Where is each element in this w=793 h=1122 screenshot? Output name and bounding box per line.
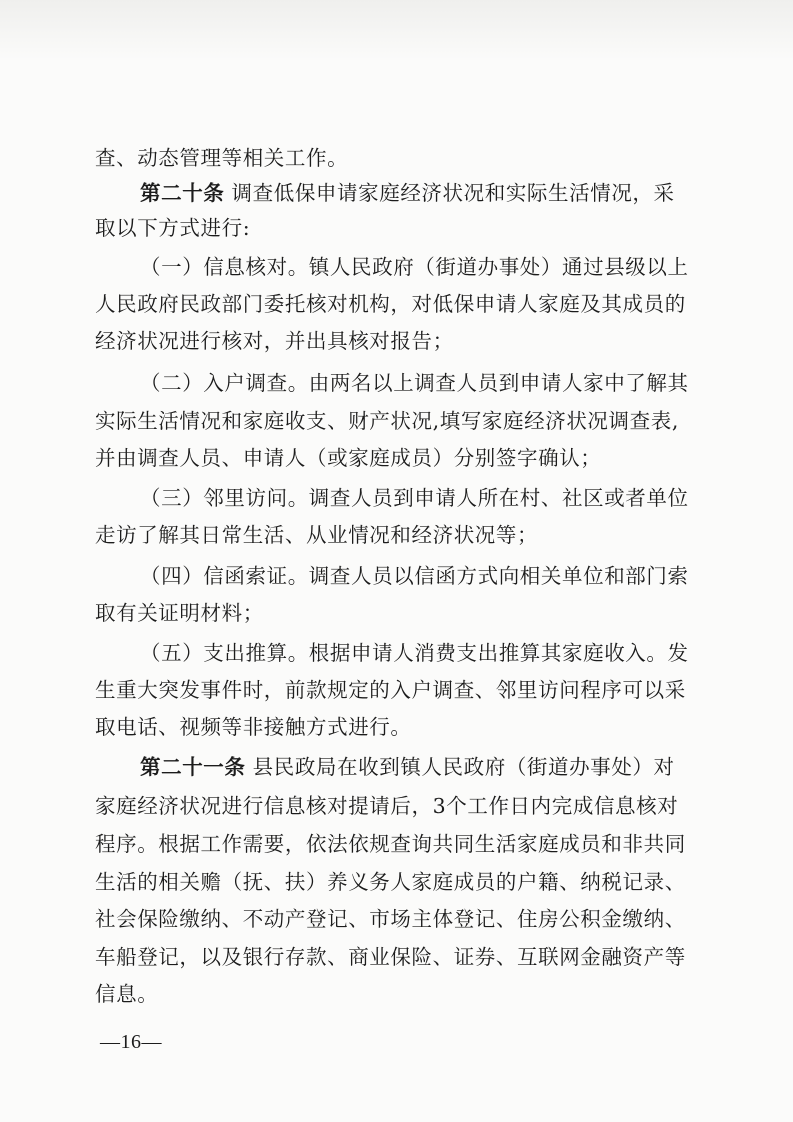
line-text: （三）邻里访问。调查人员到申请人所在村、社区或者单位: [140, 486, 689, 510]
line-text: （二）入户调查。由两名以上调查人员到申请人家中了解其: [140, 371, 689, 395]
text-line: [95, 328, 705, 354]
text-line: [95, 445, 705, 471]
line-text: 调查低保申请家庭经济状况和实际生活情况，采: [231, 181, 675, 205]
line-text: 查、动态管理等相关工作。: [95, 146, 349, 170]
article-heading: 第二十条: [140, 181, 225, 205]
text-line: [140, 563, 705, 589]
page-number: —16—: [100, 1031, 162, 1053]
line-text: 取以下方式进行:: [95, 216, 251, 240]
text-line: [140, 370, 705, 396]
text-line: [95, 677, 705, 703]
line-text: 经济状况进行核对，并出具核对报告；: [95, 329, 454, 353]
text-line: [140, 640, 705, 666]
line-text: 信息。: [95, 982, 159, 1006]
text-line: [95, 291, 705, 317]
text-line: [140, 254, 705, 280]
text-line: [95, 831, 705, 857]
text-line: [95, 869, 705, 895]
text-line: [95, 906, 705, 932]
line-text: 县民政局在收到镇人民政府（街道办事处）对: [252, 755, 675, 779]
text-line: [95, 600, 705, 626]
text-line: [95, 215, 705, 241]
text-line: [140, 180, 705, 206]
line-text: 程序。根据工作需要，依法依规查询共同生活家庭成员和非共同: [95, 832, 686, 856]
line-text: 社会保险缴纳、不动产登记、市场主体登记、住房公积金缴纳、: [95, 907, 686, 931]
line-text: （一）信息核对。镇人民政府（街道办事处）通过县级以上: [140, 255, 689, 279]
line-text: 家庭经济状况进行信息核对提请后，3个工作日内完成信息核对: [95, 794, 679, 818]
text-line: [95, 981, 705, 1007]
line-text: 人民政府民政部门委托核对机构，对低保申请人家庭及其成员的: [95, 292, 686, 316]
line-text: 实际生活情况和家庭收支、财产状况,填写家庭经济状况调查表,: [95, 409, 679, 433]
line-text: 并由调查人员、申请人（或家庭成员）分别签字确认；: [95, 446, 602, 470]
text-line: [95, 522, 705, 548]
line-text: 取电话、视频等非接触方式进行。: [95, 715, 412, 739]
text-line: [95, 793, 705, 819]
line-text: 走访了解其日常生活、从业情况和经济状况等；: [95, 523, 539, 547]
text-line: [95, 408, 705, 434]
article-heading: 第二十一条: [140, 755, 246, 779]
text-line: [140, 485, 705, 511]
text-line: [95, 944, 705, 970]
text-line: [140, 754, 705, 780]
line-text: 车船登记，以及银行存款、商业保险、证券、互联网金融资产等: [95, 945, 686, 969]
line-text: 取有关证明材料；: [95, 601, 264, 625]
line-text: （四）信函索证。调查人员以信函方式向相关单位和部门索: [140, 564, 689, 588]
scan-shade: [0, 0, 793, 60]
text-line: [95, 714, 705, 740]
line-text: （五）支出推算。根据申请人消费支出推算其家庭收入。发: [140, 641, 689, 665]
line-text: 生活的相关赡（抚、扶）养义务人家庭成员的户籍、纳税记录、: [95, 870, 686, 894]
text-line: [95, 145, 705, 171]
line-text: 生重大突发事件时，前款规定的入户调查、邻里访问程序可以采: [95, 678, 686, 702]
